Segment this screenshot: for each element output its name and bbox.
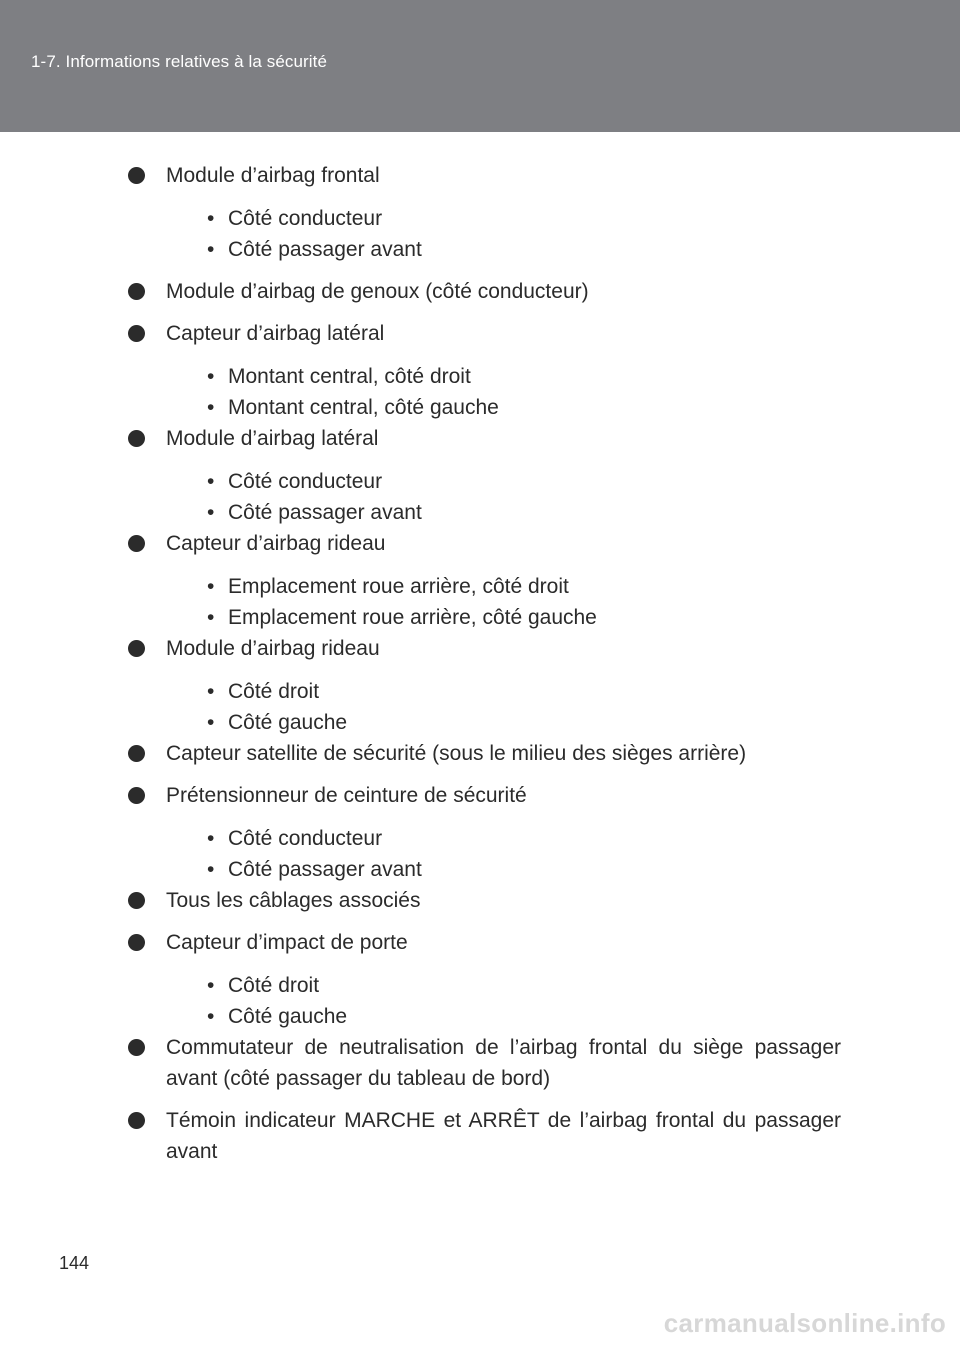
- list-item-text: Capteur d’airbag latéral: [166, 322, 385, 345]
- sub-bullet-icon: •: [207, 396, 215, 419]
- component-list: [128, 160, 841, 1167]
- sub-item: [166, 676, 841, 707]
- sub-bullet-icon: •: [207, 501, 215, 524]
- sub-bullet-icon: •: [207, 238, 215, 261]
- bullet-icon: [128, 1112, 145, 1129]
- sub-list: [166, 970, 841, 1032]
- sub-bullet-icon: •: [207, 858, 215, 881]
- sub-bullet-icon: •: [207, 575, 215, 598]
- list-item: [128, 423, 841, 528]
- list-item-text: Module d’airbag rideau: [166, 637, 380, 660]
- sub-item-text: Côté droit: [228, 680, 320, 703]
- list-item: [128, 318, 841, 423]
- sub-bullet-icon: •: [207, 827, 215, 850]
- sub-list: [166, 203, 841, 265]
- sub-list: [166, 571, 841, 633]
- sub-item-text: Côté droit: [228, 974, 320, 997]
- list-item-text: Témoin indicateur MARCHE et ARRÊT de l’airbag frontal du passager avant: [166, 1109, 841, 1163]
- list-item: [128, 738, 841, 769]
- sub-bullet-icon: •: [207, 680, 215, 703]
- list-item: [128, 885, 841, 916]
- list-item-text: Tous les câblages associés: [166, 889, 421, 912]
- sub-item: [166, 823, 841, 854]
- bullet-icon: [128, 745, 145, 762]
- sub-item: [166, 1001, 841, 1032]
- sub-bullet-icon: •: [207, 470, 215, 493]
- sub-item-text: Emplacement roue arrière, côté droit: [228, 575, 569, 598]
- sub-item: [166, 970, 841, 1001]
- list-item: [128, 1032, 841, 1094]
- list-item-text: Module d’airbag frontal: [166, 164, 380, 187]
- bullet-icon: [128, 934, 145, 951]
- bullet-icon: [128, 283, 145, 300]
- sub-item-text: Côté gauche: [228, 711, 348, 734]
- section-title: 1-7. Informations relatives à la sécurité: [31, 52, 328, 71]
- sub-item: [166, 392, 841, 423]
- list-item: [128, 780, 841, 885]
- sub-item: [166, 466, 841, 497]
- sub-list: [166, 361, 841, 423]
- sub-item: [166, 234, 841, 265]
- bullet-icon: [128, 535, 145, 552]
- sub-item-text: Côté conducteur: [228, 207, 383, 230]
- sub-item: [166, 602, 841, 633]
- sub-list: [166, 676, 841, 738]
- bullet-icon: [128, 892, 145, 909]
- page-number: 144: [59, 1253, 90, 1273]
- sub-list: [166, 466, 841, 528]
- list-item-text: Module d’airbag latéral: [166, 427, 379, 450]
- list-item-text: Module d’airbag de genoux (côté conducteur): [166, 280, 589, 303]
- sub-bullet-icon: •: [207, 606, 215, 629]
- sub-item-text: Emplacement roue arrière, côté gauche: [228, 606, 597, 629]
- list-item: [128, 276, 841, 307]
- sub-item-text: Côté passager avant: [228, 501, 422, 524]
- bullet-icon: [128, 1039, 145, 1056]
- list-item: [128, 1105, 841, 1167]
- watermark: carmanualsonline.info: [663, 1308, 946, 1338]
- bullet-icon: [128, 167, 145, 184]
- sub-item-text: Côté passager avant: [228, 858, 422, 881]
- sub-item: [166, 203, 841, 234]
- list-item-text: Prétensionneur de ceinture de sécurité: [166, 784, 527, 807]
- list-item-text: Capteur d’airbag rideau: [166, 532, 386, 555]
- sub-item-text: Côté conducteur: [228, 827, 383, 850]
- list-item-text: Commutateur de neutralisation de l’airbag frontal du siège passager avant (côté passager du tableau de bord): [166, 1036, 841, 1090]
- sub-list: [166, 823, 841, 885]
- sub-bullet-icon: •: [207, 1005, 215, 1028]
- section-header: [0, 0, 960, 132]
- sub-item-text: Côté gauche: [228, 1005, 348, 1028]
- sub-bullet-icon: •: [207, 974, 215, 997]
- sub-bullet-icon: •: [207, 365, 215, 388]
- sub-bullet-icon: •: [207, 711, 215, 734]
- sub-item-text: Montant central, côté gauche: [228, 396, 499, 419]
- sub-item-text: Côté passager avant: [228, 238, 422, 261]
- list-item-text: Capteur d’impact de porte: [166, 931, 408, 954]
- list-item: [128, 633, 841, 738]
- sub-item: [166, 361, 841, 392]
- list-item: [128, 927, 841, 1032]
- sub-item: [166, 854, 841, 885]
- sub-item-text: Montant central, côté droit: [228, 365, 471, 388]
- sub-item-text: Côté conducteur: [228, 470, 383, 493]
- bullet-icon: [128, 787, 145, 804]
- list-item: [128, 160, 841, 265]
- list-item: [128, 528, 841, 633]
- bullet-icon: [128, 325, 145, 342]
- bullet-icon: [128, 640, 145, 657]
- sub-item: [166, 497, 841, 528]
- sub-item: [166, 707, 841, 738]
- list-item-text: Capteur satellite de sécurité (sous le milieu des sièges arrière): [166, 742, 747, 765]
- sub-item: [166, 571, 841, 602]
- sub-bullet-icon: •: [207, 207, 215, 230]
- bullet-icon: [128, 430, 145, 447]
